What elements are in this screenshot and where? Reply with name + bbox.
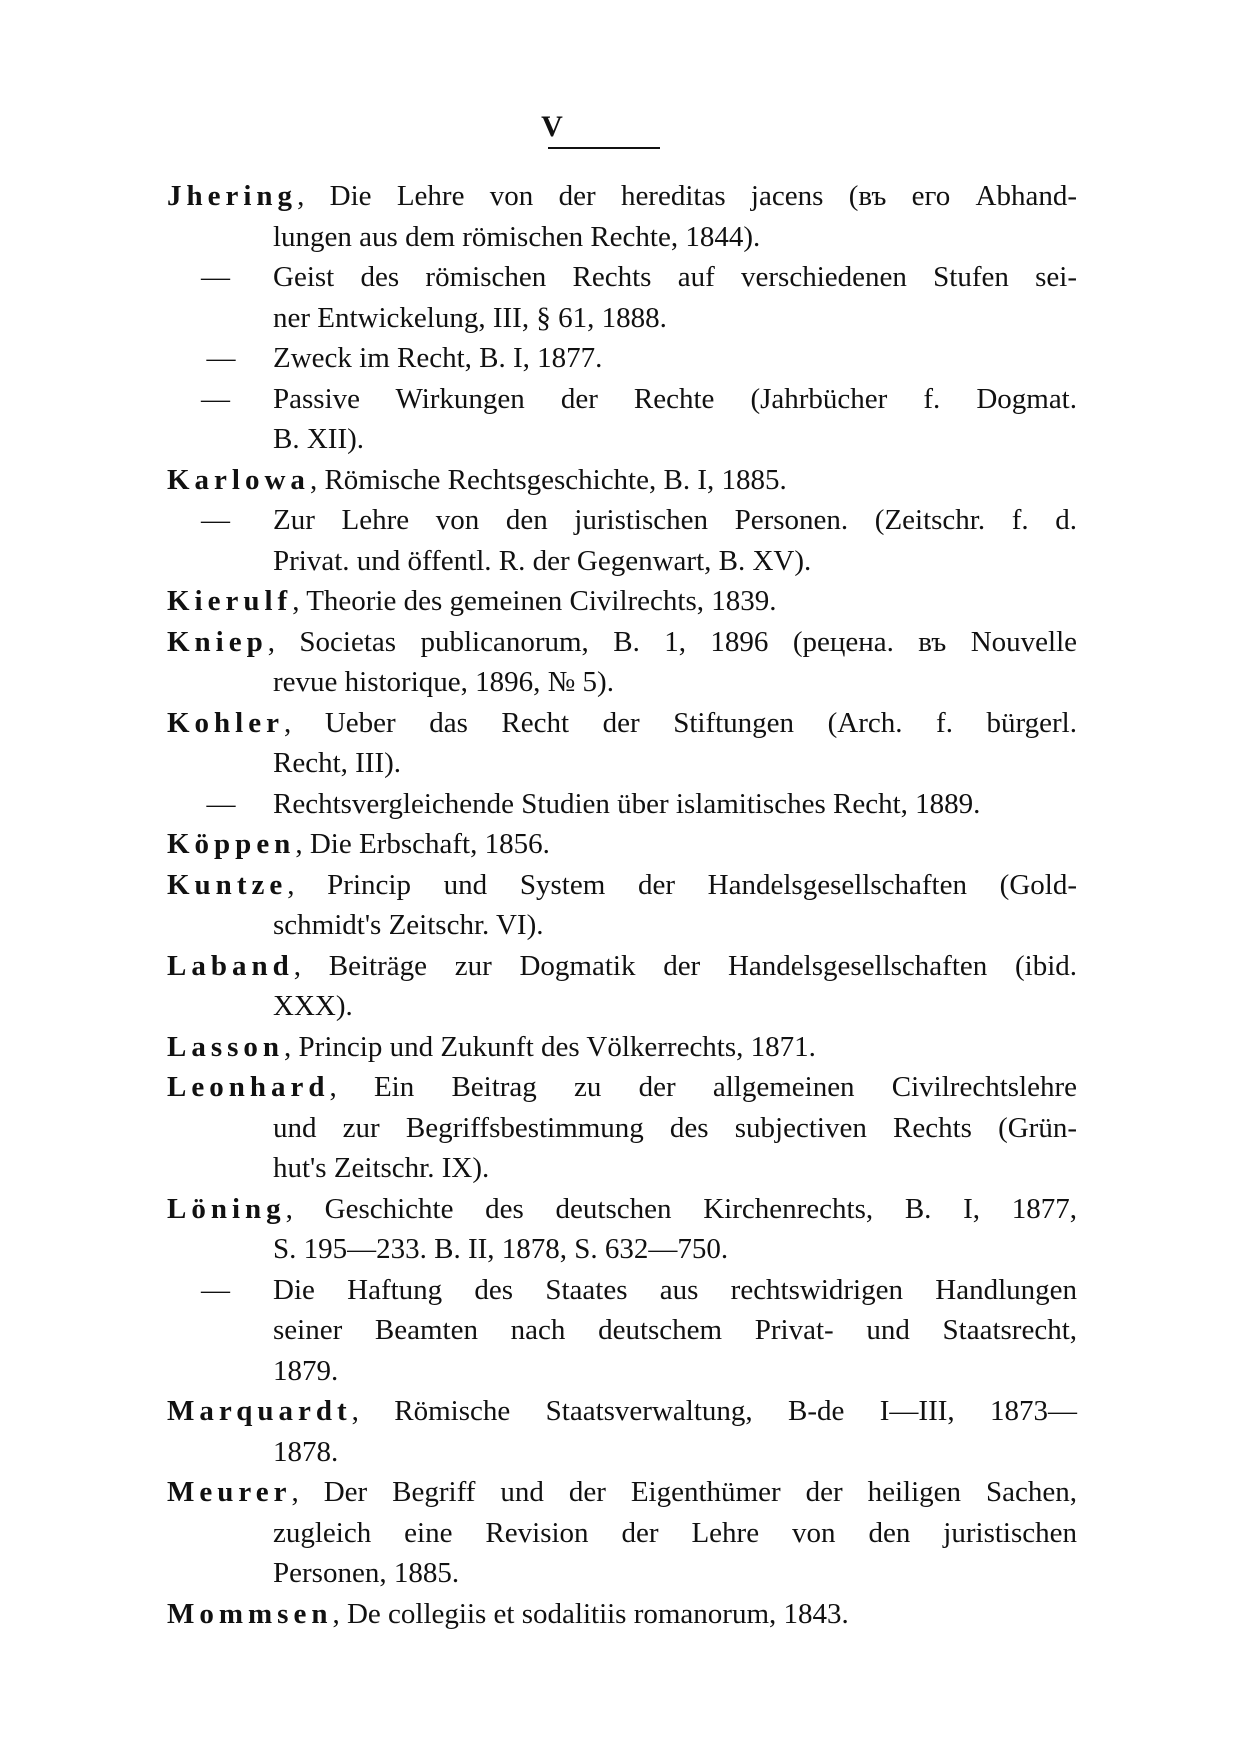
author-separator: , [351,1395,395,1427]
entry-text: Ein Beitrag zu der allgemeinen Civilrechtslehre [373,1071,1077,1103]
bibliography-entry [167,1067,1077,1108]
entry-author: Leonhard [167,1071,330,1103]
ditto-dash: — [201,1273,230,1306]
entry-text: S. 195—233. B. II, 1878, S. 632—750. [273,1233,729,1265]
entry-continuation-line [167,1310,1077,1351]
author-separator: , [267,625,300,658]
ditto-dash: — [206,787,236,820]
entry-author: Kniep [167,625,268,658]
author-separator: , [329,1071,374,1103]
entry-continuation-line [167,662,1077,703]
author-separator: , [332,1597,347,1630]
entry-continuation-line [167,541,1077,582]
entry-text: Die Erbschaft, 1856. [309,828,550,860]
author-separator: , [285,1192,325,1225]
entry-text: Societas publicanorum, B. 1, 1896 (рецена. въ Nouvelle [299,625,1077,658]
bibliography-entry [167,581,1077,622]
bibliography-entry [167,622,1077,663]
entry-text: Römische Staatsverwaltung, B-de I—III, 1873— [394,1395,1078,1427]
ditto-dash: — [206,342,236,374]
entry-text: De collegiis et sodalitiis romanorum, 1843. [346,1597,849,1630]
entry-text: Die Lehre von der hereditas jacens (въ его Abhand- [329,180,1077,212]
bibliography-entry [167,1189,1077,1230]
bibliography-entry-same-author [167,338,1077,379]
author-separator: , [284,1030,299,1063]
entry-text: revue historique, 1896, № 5). [273,666,614,698]
entry-continuation-line [167,1148,1077,1189]
entry-text: Passive Wirkungen der Rechte (Jahrbücher f. Dogmat. [273,382,1077,415]
page-number: V [541,110,563,143]
entry-author: Mommsen [167,1597,333,1630]
bibliography-entry [167,946,1077,987]
entry-author: Kohler [167,706,284,739]
entry-continuation-line [167,217,1077,258]
entry-text: Beiträge zur Dogmatik der Handelsgesellschaften (ibid. [328,949,1077,982]
bibliography-entry [167,1594,1077,1635]
entry-text: und zur Begriffsbestimmung des subjectiven Rechts (Grün- [273,1111,1077,1144]
bibliography-entry [167,865,1077,906]
entry-text: B. XII). [273,423,365,455]
entry-author: Lasson [167,1030,285,1063]
entry-continuation-line [167,1553,1077,1594]
entry-text: ner Entwickelung, III, § 61, 1888. [273,301,667,334]
entry-text: Princip und System der Handelsgesellschaften (Gold- [327,868,1077,901]
entry-author: Karlowa [167,463,310,496]
ditto-dash: — [201,382,230,415]
entry-text: hut's Zeitschr. IX). [273,1152,490,1184]
entry-continuation-line [167,986,1077,1027]
author-separator: , [287,868,328,901]
ditto-dash: — [201,261,230,293]
ditto-dash: — [201,504,230,536]
entry-text: lungen aus dem römischen Rechte, 1844). [273,220,761,253]
entry-continuation-line [167,1351,1077,1392]
bibliography-entry-same-author [167,379,1077,420]
entry-author: Marquardt [167,1395,352,1427]
entry-text: Die Haftung des Staates aus rechtswidrigen Handlungen [273,1273,1077,1306]
author-separator: , [295,828,310,860]
entry-continuation-line [167,743,1077,784]
entry-text: schmidt's Zeitschr. VI). [273,909,544,941]
entry-continuation-line [167,419,1077,460]
bibliography-entry-same-author [167,500,1077,541]
entry-continuation-line [167,1432,1077,1473]
entry-text: Princip und Zukunft des Völkerrechts, 1871. [298,1030,816,1063]
entry-text: zugleich eine Revision der Lehre von den juristischen [273,1516,1077,1549]
author-separator: , [284,706,325,739]
bibliography-entry [167,824,1077,865]
entry-author: Kuntze [167,868,288,901]
entry-continuation-line [167,1108,1077,1149]
bibliography-list [167,176,1077,1634]
entry-author: Laband [167,949,294,982]
entry-continuation-line [167,905,1077,946]
bibliography-entry [167,703,1077,744]
author-separator: , [291,1476,324,1508]
bibliography-entry [167,460,1077,501]
author-separator: , [292,585,307,617]
entry-text: Geschichte des deutschen Kirchenrechts, B. I, 1877, [324,1192,1078,1225]
entry-text: seiner Beamten nach deutschem Privat- und Staatsrecht, [273,1314,1077,1346]
entry-continuation-line [167,1229,1077,1270]
bibliography-entry-same-author [167,784,1077,825]
entry-text: Personen, 1885. [273,1557,460,1589]
entry-text: 1878. [273,1435,339,1468]
bibliography-entry-same-author [167,1270,1077,1311]
entry-text: Recht, III). [273,747,402,779]
entry-text: 1879. [273,1354,339,1387]
entry-author: Kierulf [167,585,293,617]
author-separator: , [293,949,329,982]
entry-text: Zur Lehre von den juristischen Personen. (Zeitschr. f. d. [273,504,1077,536]
entry-author: Meurer [167,1476,292,1508]
entry-text: XXX). [273,990,353,1022]
entry-text: Privat. und öffentl. R. der Gegenwart, B. XV). [273,544,812,577]
entry-author: Löning [167,1192,286,1225]
bibliography-entry [167,1027,1077,1068]
entry-text: Rechtsvergleichende Studien über islamitisches Recht, 1889. [273,787,981,820]
bibliography-entry [167,1391,1077,1432]
author-separator: , [309,463,325,496]
entry-text: Römische Rechtsgeschichte, B. I, 1885. [324,463,787,496]
entry-text: Geist des römischen Rechts auf verschiedenen Stufen sei- [273,261,1077,293]
entry-author: Jhering [167,180,298,212]
entry-author: Köppen [167,828,296,860]
bibliography-entry-same-author [167,257,1077,298]
bibliography-entry [167,1472,1077,1513]
entry-text: Ueber das Recht der Stiftungen (Arch. f. bürgerl. [324,706,1077,739]
entry-continuation-line [167,1513,1077,1554]
entry-text: Zweck im Recht, B. I, 1877. [273,342,603,374]
bibliography-entry [167,176,1077,217]
author-separator: , [297,180,330,212]
entry-continuation-line [167,298,1077,339]
entry-text: Der Begriff und der Eigenthümer der heiligen Sachen, [323,1476,1077,1508]
entry-text: Theorie des gemeinen Civilrechts, 1839. [306,585,777,617]
page-number-rule [548,147,660,149]
